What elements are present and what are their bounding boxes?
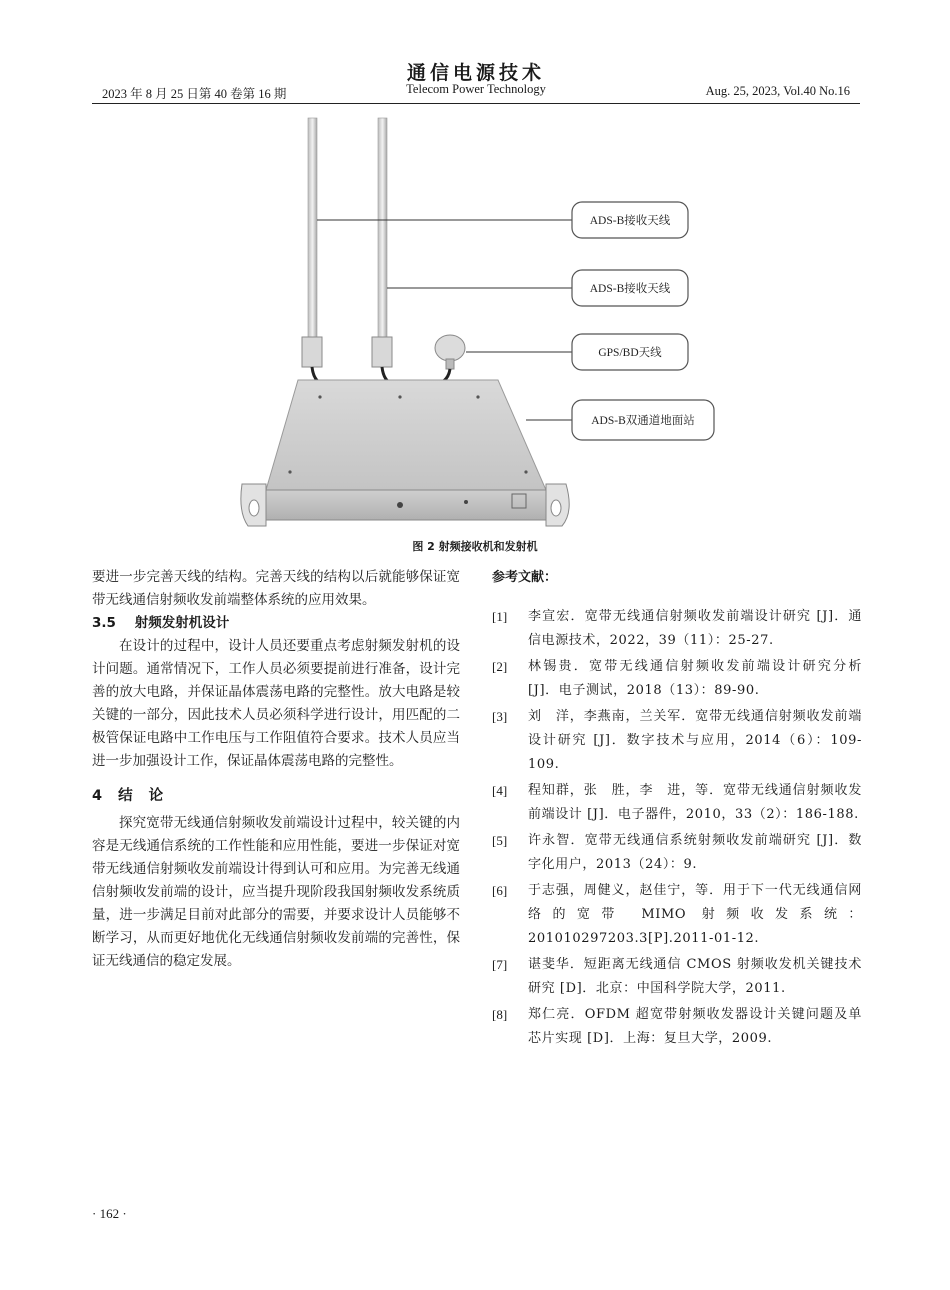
device-illustration [230,112,720,532]
reference-item [492,829,862,877]
reference-text: 程知群，张 胜，李 进，等．宽带无线通信射频收发前端设计 [J]．电子器件，2010，33（2）：186-188. [528,783,862,822]
reference-item [492,953,862,1001]
section-title-part: 结 [118,788,133,804]
reference-number: [7] [492,957,508,972]
reference-number: [6] [492,883,508,898]
reference-text: 许永智．宽带无线通信系统射频收发前端研究 [J]．数字化用户，2013（24）：9. [528,833,862,872]
section-number: 3.5 [92,615,116,631]
reference-item [492,879,862,951]
journal-title-en: Telecom Power Technology [406,82,546,96]
section-3-5-heading [92,612,460,635]
figure-caption: 图 2 射频接收机和发射机 [412,540,538,553]
reference-number: [5] [492,833,508,848]
antenna-1 [308,118,317,356]
issue-date-en: Aug. 25, 2023, Vol.40 No.16 [705,84,850,98]
svg-text:ADS-B接收天线: ADS-B接收天线 [589,283,671,295]
left-column [92,566,460,973]
reference-number: [4] [492,783,508,798]
reference-item [492,705,862,777]
svg-text:GPS/BD天线: GPS/BD天线 [598,347,662,359]
section-title: 射频发射机设计 [134,615,230,631]
figure-rf-transceiver [230,112,720,532]
reference-item [492,655,862,703]
antenna-2-mount [372,337,392,367]
reference-text: 郑仁亮．OFDM 超宽带射频收发器设计关键问题及单芯片实现 [D]．上海：复旦大学，2009. [528,1007,862,1046]
header-rule [92,103,860,104]
journal-title-cn: 通信电源技术 [406,62,545,84]
references-title: 参考文献： [492,570,558,585]
gps-antenna [435,335,465,361]
chassis-top [266,380,546,490]
page-number: · 162 · [92,1206,127,1221]
section-title-part: 论 [148,788,164,804]
antenna-2 [378,118,387,356]
reference-item [492,779,862,827]
antenna-1-mount [302,337,322,367]
section-4-heading [92,785,460,808]
paragraph-conclusion: 探究宽带无线通信射频收发前端设计过程中，较关键的内容是无线通信系统的工作性能和应用性能，要进一步保证对宽带无线通信射频收发前端设计得到认可和应用。为完善无线通信射频收发前端的设计，应当提升现阶段我国射频收发系统质量，进一步满足目前对此部分的需要，并要求设计人员能够不断学习，从而更好地优化无线通信射频收发前端的完善性，保证无线通信的稳定发展。 [92,815,460,969]
page-header [92,58,860,104]
callout-adsb-antenna-1 [572,202,688,238]
reference-number: [1] [492,609,508,624]
reference-number: [2] [492,659,508,674]
chassis-front [266,490,546,520]
issue-date-cn: 2023 年 8 月 25 日第 40 卷第 16 期 [102,87,287,101]
callout-adsb-antenna-2 [572,270,688,306]
reference-number: [8] [492,1007,508,1022]
svg-text:ADS-B双通道地面站: ADS-B双通道地面站 [591,415,695,427]
references-column [492,566,862,1053]
callout-ground-station [572,400,714,440]
section-number: 4 [92,788,103,804]
reference-text: 李宣宏．宽带无线通信射频收发前端设计研究 [J]．通信电源技术，2022，39（11）：25-27. [528,609,862,648]
reference-item [492,1003,862,1051]
paragraph-continuation: 要进一步完善天线的结构。完善天线的结构以后就能够保证宽带无线通信射频收发前端整体系统的应用效果。 [92,569,460,608]
svg-text:ADS-B接收天线: ADS-B接收天线 [589,215,671,227]
callout-gps-bd-antenna [572,334,688,370]
reference-text: 于志强，周健义，赵佳宁，等．用于下一代无线通信网络的宽带 MIMO 射频收发系统：201010297203.3[P].2011-01-12. [528,883,862,946]
reference-text: 刘 洋，李燕南，兰关军．宽带无线通信射频收发前端设计研究 [J]．数字技术与应用，2014（6）：109-109. [528,709,862,772]
reference-text: 林锡贵．宽带无线通信射频收发前端设计研究分析 [J]．电子测试，2018（13）：89-90. [528,659,862,698]
reference-number: [3] [492,709,508,724]
reference-text: 谌斐华．短距离无线通信 CMOS 射频收发机关键技术研究 [D]．北京：中国科学院大学，2011. [528,957,862,996]
paragraph-transmitter: 在设计的过程中，设计人员还要重点考虑射频发射机的设计问题。通常情况下，工作人员必须要提前进行准备，设计完善的放大电路，并保证晶体震荡电路的完整性。放大电路是较关键的一部分，因此技术人员必须科学进行设计，用匹配的二极管保证电路中工作电压与工作阻值符合要求。技术人员应当进一步加强设计工作，保证晶体震荡电路的完整性。 [92,638,460,769]
reference-item [492,605,862,653]
